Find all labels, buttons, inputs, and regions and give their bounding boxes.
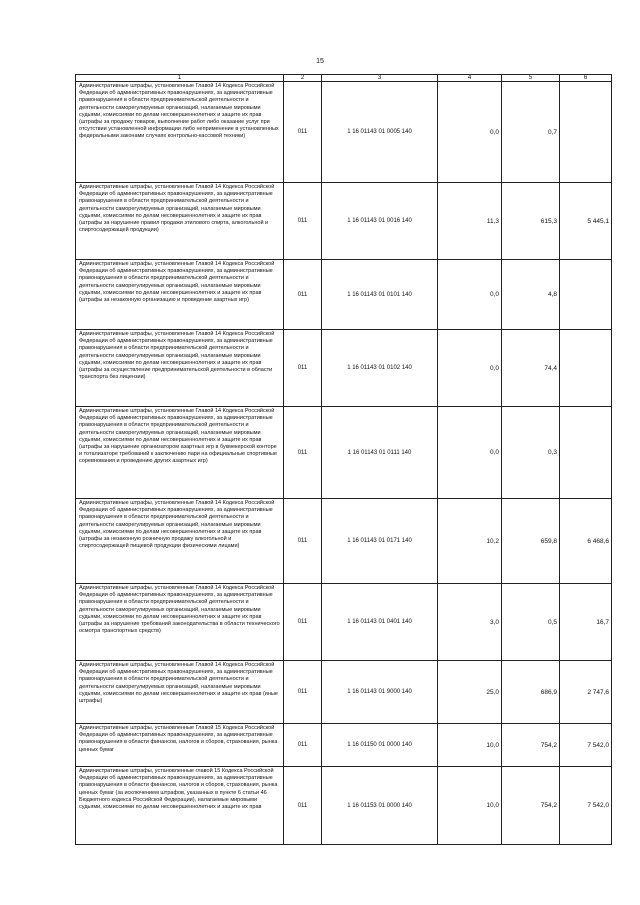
value-col-5: 754,2 <box>502 767 560 845</box>
table-row <box>76 661 612 724</box>
admin-code: 011 <box>284 330 322 407</box>
value-col-6 <box>560 82 612 183</box>
admin-code: 011 <box>284 724 322 767</box>
table-row <box>76 407 612 499</box>
budget-classification-code: 1 16 01150 01 0000 140 <box>322 724 438 767</box>
value-col-4: 11,3 <box>438 183 502 260</box>
column-header: 5 <box>502 75 560 82</box>
row-description: Административные штрафы, установленные Главой 14 Кодекса Российской Федерации об административных правонарушениях, за административные правонарушения в области предпринимательской деятельности и деятельности саморегулируемых организаций, налагаемые мировыми судьями, комиссиями по делам несовершеннолетних и защите их прав (штрафы за нарушение требований законодательства в области технического осмотра транспортных средств) <box>76 584 284 661</box>
value-col-5: 0,5 <box>502 584 560 661</box>
row-description: Административные штрафы, установленные Главой 14 Кодекса Российской Федерации об административных правонарушениях, за административные правонарушения в области предпринимательской деятельности и деятельности саморегулируемых организаций, налагаемые мировыми судьями, комиссиями по делам несовершеннолетних и защите их прав (штрафы за нарушение организатором азартных игр в букмекерской конторе и тотализаторе требований к заключению пари на официальные спортивные соревнования и проведению других азартных игр) <box>76 407 284 499</box>
value-col-6: 5 445,1 <box>560 183 612 260</box>
column-header: 4 <box>438 75 502 82</box>
budget-classification-code: 1 16 01153 01 0000 140 <box>322 767 438 845</box>
budget-classification-code: 1 16 01143 01 0101 140 <box>322 260 438 330</box>
table-row <box>76 584 612 661</box>
row-description: Административные штрафы, установленные Главой 15 Кодекса Российской Федерации об административных правонарушениях, за административные правонарушения в области финансов, налогов и сборов, страхования, рынка ценных бумаг <box>76 724 284 767</box>
column-header: 3 <box>322 75 438 82</box>
admin-code: 011 <box>284 584 322 661</box>
table-row <box>76 724 612 767</box>
row-description: Административные штрафы, установленные Главой 14 Кодекса Российской Федерации об административных правонарушениях, за административные правонарушения в области предпринимательской деятельности и деятельности саморегулируемых организаций, налагаемые мировыми судьями, комиссиями по делам несовершеннолетних и защите их прав (штрафы за незаконную розничную продажу алкогольной и спиртосодержащей пищевой продукции физическими лицами) <box>76 499 284 584</box>
column-header: 1 <box>76 75 284 82</box>
value-col-6: 7 542,0 <box>560 767 612 845</box>
row-description: Административные штрафы, установленные Главой 14 Кодекса Российской Федерации об административных правонарушениях, за административные правонарушения в области предпринимательской деятельности и деятельности саморегулируемых организаций, налагаемые мировыми судьями, комиссиями по делам несовершеннолетних и защите их прав (штрафы за продажу товаров, выполнение работ либо оказание услуг при отсутствии установленной информации либо неприменение в установленных федеральными законами случаях контрольно-кассовой техники) <box>76 82 284 183</box>
row-description: Административные штрафы, установленные Главой 14 Кодекса Российской Федерации об административных правонарушениях, за административные правонарушения в области предпринимательской деятельности и деятельности саморегулируемых организаций, налагаемые мировыми судьями, комиссиями по делам несовершеннолетних и защите их прав (штрафы за нарушение правил продажи этилового спирта, алкогольной и спиртосодержащей продукции) <box>76 183 284 260</box>
budget-classification-code: 1 16 01143 01 0401 140 <box>322 584 438 661</box>
table-row <box>76 183 612 260</box>
admin-code: 011 <box>284 767 322 845</box>
value-col-6: 7 542,0 <box>560 724 612 767</box>
value-col-4: 0,0 <box>438 82 502 183</box>
value-col-5: 686,9 <box>502 661 560 724</box>
table-row <box>76 767 612 845</box>
value-col-6: 16,7 <box>560 584 612 661</box>
value-col-5: 754,2 <box>502 724 560 767</box>
admin-code: 011 <box>284 407 322 499</box>
value-col-6 <box>560 260 612 330</box>
value-col-4: 10,0 <box>438 767 502 845</box>
value-col-4: 3,0 <box>438 584 502 661</box>
budget-classification-code: 1 16 01143 01 9000 140 <box>322 661 438 724</box>
table-row <box>76 330 612 407</box>
budget-classification-code: 1 16 01143 01 0005 140 <box>322 82 438 183</box>
budget-classification-code: 1 16 01143 01 0111 140 <box>322 407 438 499</box>
row-description: Административные штрафы, установленные Главой 14 Кодекса Российской Федерации об административных правонарушениях, за административные правонарушения в области предпринимательской деятельности и деятельности саморегулируемых организаций, налагаемые мировыми судьями, комиссиями по делам несовершеннолетних и защите их прав (штрафы за осуществление предпринимательской деятельности в области транспорта без лицензии) <box>76 330 284 407</box>
budget-classification-code: 1 16 01143 01 0102 140 <box>322 330 438 407</box>
value-col-4: 10,0 <box>438 724 502 767</box>
value-col-4: 0,0 <box>438 260 502 330</box>
value-col-6 <box>560 330 612 407</box>
value-col-4: 0,0 <box>438 407 502 499</box>
value-col-4: 10,2 <box>438 499 502 584</box>
budget-classification-code: 1 16 01143 01 0016 140 <box>322 183 438 260</box>
admin-code: 011 <box>284 183 322 260</box>
budget-table <box>75 74 612 845</box>
row-description: Административные штрафы, установленные Главой 14 Кодекса Российской Федерации об административных правонарушениях, за административные правонарушения в области предпринимательской деятельности и деятельности саморегулируемых организаций, налагаемые мировыми судьями, комиссиями по делам несовершеннолетних и защите их прав (штрафы за незаконную организацию и проведение азартных игр) <box>76 260 284 330</box>
value-col-5: 74,4 <box>502 330 560 407</box>
admin-code: 011 <box>284 661 322 724</box>
table-row <box>76 499 612 584</box>
value-col-4: 25,0 <box>438 661 502 724</box>
value-col-6 <box>560 407 612 499</box>
table-row <box>76 82 612 183</box>
value-col-6: 6 468,6 <box>560 499 612 584</box>
value-col-4: 0,0 <box>438 330 502 407</box>
admin-code: 011 <box>284 260 322 330</box>
column-header: 6 <box>560 75 612 82</box>
admin-code: 011 <box>284 82 322 183</box>
budget-classification-code: 1 16 01143 01 0171 140 <box>322 499 438 584</box>
table-row <box>76 260 612 330</box>
value-col-5: 615,3 <box>502 183 560 260</box>
value-col-5: 659,8 <box>502 499 560 584</box>
value-col-5: 0,7 <box>502 82 560 183</box>
column-header: 2 <box>284 75 322 82</box>
row-description: Административные штрафы, установленные главой 15 Кодекса Российской Федерации об административных правонарушениях, за административные правонарушения в области финансов, налогов и сборов, страхования, рынка ценных бумаг (за исключением штрафов, указанных в пункте 6 статьи 46 Бюджетного кодекса Российской Федерации), налагаемые мировыми судьями, комиссиями по делам несовершеннолетних и защите их прав <box>76 767 284 845</box>
admin-code: 011 <box>284 499 322 584</box>
row-description: Административные штрафы, установленные Главой 14 Кодекса Российской Федерации об административных правонарушениях, за административные правонарушения в области предпринимательской деятельности и деятельности саморегулируемых организаций, налагаемые мировыми судьями, комиссиями по делам несовершеннолетних и защите их прав (иные штрафы) <box>76 661 284 724</box>
page-number: 15 <box>316 58 324 65</box>
value-col-5: 0,3 <box>502 407 560 499</box>
value-col-5: 4,8 <box>502 260 560 330</box>
value-col-6: 2 747,6 <box>560 661 612 724</box>
header-row <box>76 75 612 82</box>
